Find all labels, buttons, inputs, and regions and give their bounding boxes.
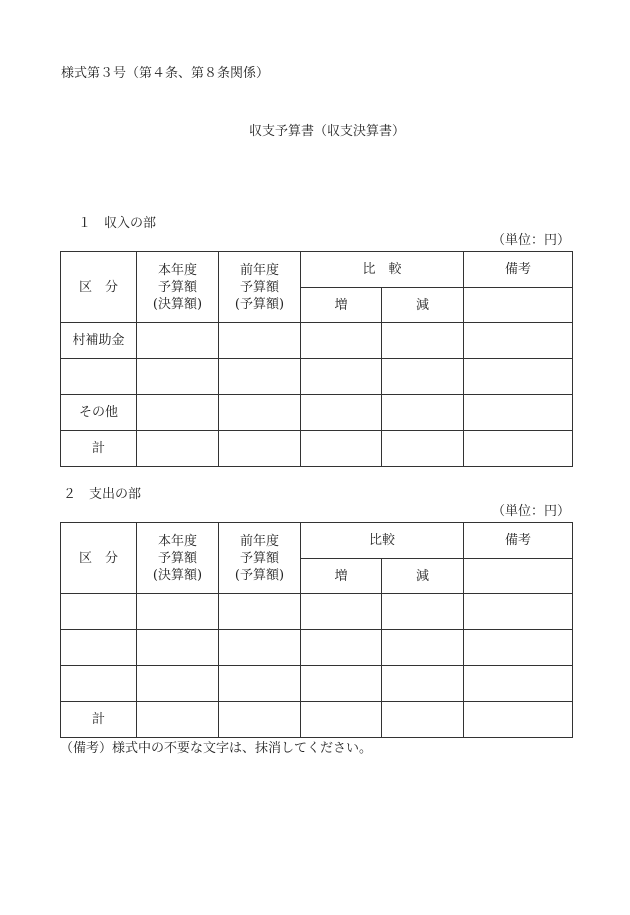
row-increase: [301, 594, 382, 630]
header-increase: 増: [301, 288, 382, 323]
row-decrease: [382, 666, 464, 702]
header-category: 区 分: [61, 252, 137, 323]
row-decrease: [382, 630, 464, 666]
row-previous: [219, 666, 301, 702]
income-table: [60, 251, 573, 467]
row-increase: [301, 431, 382, 467]
row-increase: [301, 630, 382, 666]
row-remarks: [464, 594, 573, 630]
table-row: [61, 359, 573, 395]
header-current-year: [137, 252, 219, 323]
row-previous: [219, 630, 301, 666]
row-decrease: [382, 395, 464, 431]
row-increase: [301, 702, 382, 738]
row-current: [137, 431, 219, 467]
header-current-year-line2: 予算額: [157, 279, 197, 295]
row-current: [137, 702, 219, 738]
row-remarks: [464, 666, 573, 702]
header-previous-year-line1: 前年度: [239, 533, 279, 549]
income-unit-label: （単位：円）: [492, 233, 571, 248]
row-category: [61, 630, 137, 666]
header-comparison: 比 較: [301, 252, 464, 288]
table-row: [61, 395, 573, 431]
expense-section-title: ２ 支出の部: [63, 487, 142, 502]
row-current: [137, 359, 219, 395]
row-previous: [219, 594, 301, 630]
header-current-year-line2: 予算額: [157, 550, 197, 566]
header-current-year-line1: 本年度: [157, 262, 197, 278]
row-category: 計: [61, 702, 137, 738]
header-current-year-line3: (決算額): [152, 296, 203, 312]
header-current-year-line1: 本年度: [157, 533, 197, 549]
row-category: [61, 666, 137, 702]
row-current: [137, 395, 219, 431]
header-previous-year-line1: 前年度: [239, 262, 279, 278]
row-current: [137, 594, 219, 630]
table-row: [61, 666, 573, 702]
form-number: 様式第３号（第４条、第８条関係）: [61, 66, 270, 81]
row-previous: [219, 395, 301, 431]
row-decrease: [382, 594, 464, 630]
header-remarks-blank: [464, 288, 573, 323]
header-current-year: [137, 523, 219, 594]
row-category: 村補助金: [61, 323, 137, 359]
header-previous-year-line3: (予算額): [234, 296, 285, 312]
table-row-total: [61, 431, 573, 467]
row-category: [61, 359, 137, 395]
row-previous: [219, 359, 301, 395]
row-increase: [301, 666, 382, 702]
header-previous-year-line2: 予算額: [239, 279, 279, 295]
row-remarks: [464, 630, 573, 666]
row-increase: [301, 395, 382, 431]
row-category: 計: [61, 431, 137, 467]
expense-table: [60, 522, 573, 738]
row-remarks: [464, 702, 573, 738]
header-current-year-line3: (決算額): [152, 567, 203, 583]
header-increase: 増: [301, 559, 382, 594]
table-row: [61, 630, 573, 666]
document-title: 収支予算書（収支決算書）: [249, 124, 406, 139]
table-row-total: [61, 702, 573, 738]
row-remarks: [464, 395, 573, 431]
row-decrease: [382, 702, 464, 738]
row-decrease: [382, 323, 464, 359]
row-increase: [301, 359, 382, 395]
row-previous: [219, 431, 301, 467]
header-previous-year: [219, 523, 301, 594]
table-row: [61, 323, 573, 359]
header-remarks: 備考: [464, 252, 573, 288]
row-previous: [219, 323, 301, 359]
row-increase: [301, 323, 382, 359]
row-current: [137, 323, 219, 359]
row-current: [137, 630, 219, 666]
header-decrease: 減: [382, 559, 464, 594]
expense-unit-label: （単位：円）: [492, 504, 571, 519]
row-previous: [219, 702, 301, 738]
header-remarks: 備考: [464, 523, 573, 559]
header-remarks-blank: [464, 559, 573, 594]
row-decrease: [382, 359, 464, 395]
header-decrease: 減: [382, 288, 464, 323]
footnote: （備考）様式中の不要な文字は、抹消してください。: [60, 741, 373, 756]
header-category: 区 分: [61, 523, 137, 594]
header-previous-year: [219, 252, 301, 323]
header-comparison: 比較: [301, 523, 464, 559]
row-current: [137, 666, 219, 702]
header-previous-year-line2: 予算額: [239, 550, 279, 566]
row-category: その他: [61, 395, 137, 431]
row-category: [61, 594, 137, 630]
row-decrease: [382, 431, 464, 467]
row-remarks: [464, 359, 573, 395]
row-remarks: [464, 323, 573, 359]
header-previous-year-line3: (予算額): [234, 567, 285, 583]
row-remarks: [464, 431, 573, 467]
table-row: [61, 594, 573, 630]
income-section-title: １ 収入の部: [78, 216, 157, 231]
